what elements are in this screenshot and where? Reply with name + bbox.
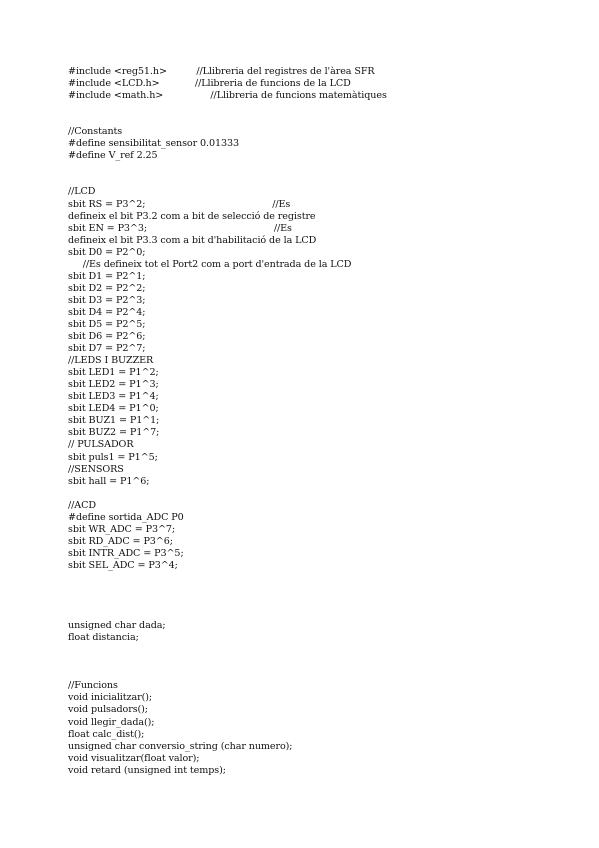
code-line: sbit D3 = P2^3; — [68, 294, 146, 306]
code-line: unsigned char dada; — [68, 620, 166, 632]
code-line: sbit EN = P3^3; //Es — [68, 222, 292, 234]
code-line: #include <math.h> //Llibreria de funcions matemàtiques — [68, 90, 387, 102]
code-line: //Constants — [68, 126, 123, 138]
code-line: defineix el bit P3.3 com a bit d'habilitació de la LCD — [68, 234, 317, 246]
code-line: #define sensibilitat_sensor 0.01333 — [68, 138, 240, 150]
code-line: //LEDS I BUZZER — [68, 355, 154, 367]
code-line: sbit LED1 = P1^2; — [68, 367, 159, 379]
code-line: //LCD — [68, 186, 96, 198]
code-line: #include <LCD.h> //Llibreria de funcions de la LCD — [68, 78, 351, 90]
code-line: sbit D5 = P2^5; — [68, 318, 146, 330]
code-line — [68, 174, 588, 186]
code-line: sbit BUZ1 = P1^1; — [68, 415, 160, 427]
code-line: float calc_dist(); — [68, 728, 145, 740]
code-line: sbit SEL_ADC = P3^4; — [68, 559, 178, 571]
code-line: //ACD — [68, 499, 96, 511]
code-line — [68, 114, 588, 126]
code-line: #include <reg51.h> //Llibreria del registres de l'àrea SFR — [68, 66, 375, 77]
code-line: void visualitzar(float valor); — [68, 752, 200, 764]
code-line: sbit LED2 = P1^3; — [68, 379, 159, 391]
code-line: sbit INTR_ADC = P3^5; — [68, 547, 184, 559]
code-line — [68, 668, 588, 680]
code-line: sbit RD_ADC = P3^6; — [68, 535, 173, 547]
code-line: // PULSADOR — [68, 439, 134, 451]
code-line — [68, 488, 588, 500]
code-line: sbit D7 = P2^7; — [68, 343, 146, 355]
code-line: float distancia; — [68, 632, 139, 644]
code-line: void llegir_dada(); — [68, 716, 155, 728]
code-line: sbit RS = P3^2; //Es — [68, 198, 291, 210]
code-line — [68, 162, 588, 174]
code-line: sbit LED4 = P1^0; — [68, 403, 159, 415]
code-listing — [68, 66, 588, 777]
code-line: sbit D1 = P2^1; — [68, 270, 146, 282]
code-line: sbit D6 = P2^6; — [68, 331, 146, 343]
code-line: void pulsadors(); — [68, 704, 148, 716]
code-line: sbit WR_ADC = P3^7; — [68, 523, 176, 535]
code-line — [68, 596, 588, 608]
code-line: sbit puls1 = P1^5; — [68, 451, 158, 463]
code-line: sbit D2 = P2^2; — [68, 282, 146, 294]
code-line — [68, 584, 588, 596]
code-line: #define sortida_ADC P0 — [68, 511, 184, 523]
code-line: //Funcions — [68, 680, 118, 692]
code-line: //Es defineix tot el Port2 com a port d'entrada de la LCD — [68, 258, 352, 270]
code-line: defineix el bit P3.2 com a bit de selecció de registre — [68, 210, 316, 222]
code-line: unsigned char conversio_string (char numero); — [68, 740, 293, 752]
code-line: sbit hall = P1^6; — [68, 475, 150, 487]
code-line: //SENSORS — [68, 463, 124, 475]
code-line: void inicialitzar(); — [68, 692, 153, 704]
code-line: sbit LED3 = P1^4; — [68, 391, 159, 403]
code-line: #define V_ref 2.25 — [68, 150, 158, 162]
code-line: sbit BUZ2 = P1^7; — [68, 427, 160, 439]
code-line — [68, 644, 588, 656]
code-line — [68, 608, 588, 620]
code-line — [68, 102, 588, 114]
code-line — [68, 656, 588, 668]
code-line: sbit D0 = P2^0; — [68, 246, 146, 258]
code-line: sbit D4 = P2^4; — [68, 306, 146, 318]
code-line — [68, 572, 588, 584]
code-line: void retard (unsigned int temps); — [68, 764, 226, 776]
